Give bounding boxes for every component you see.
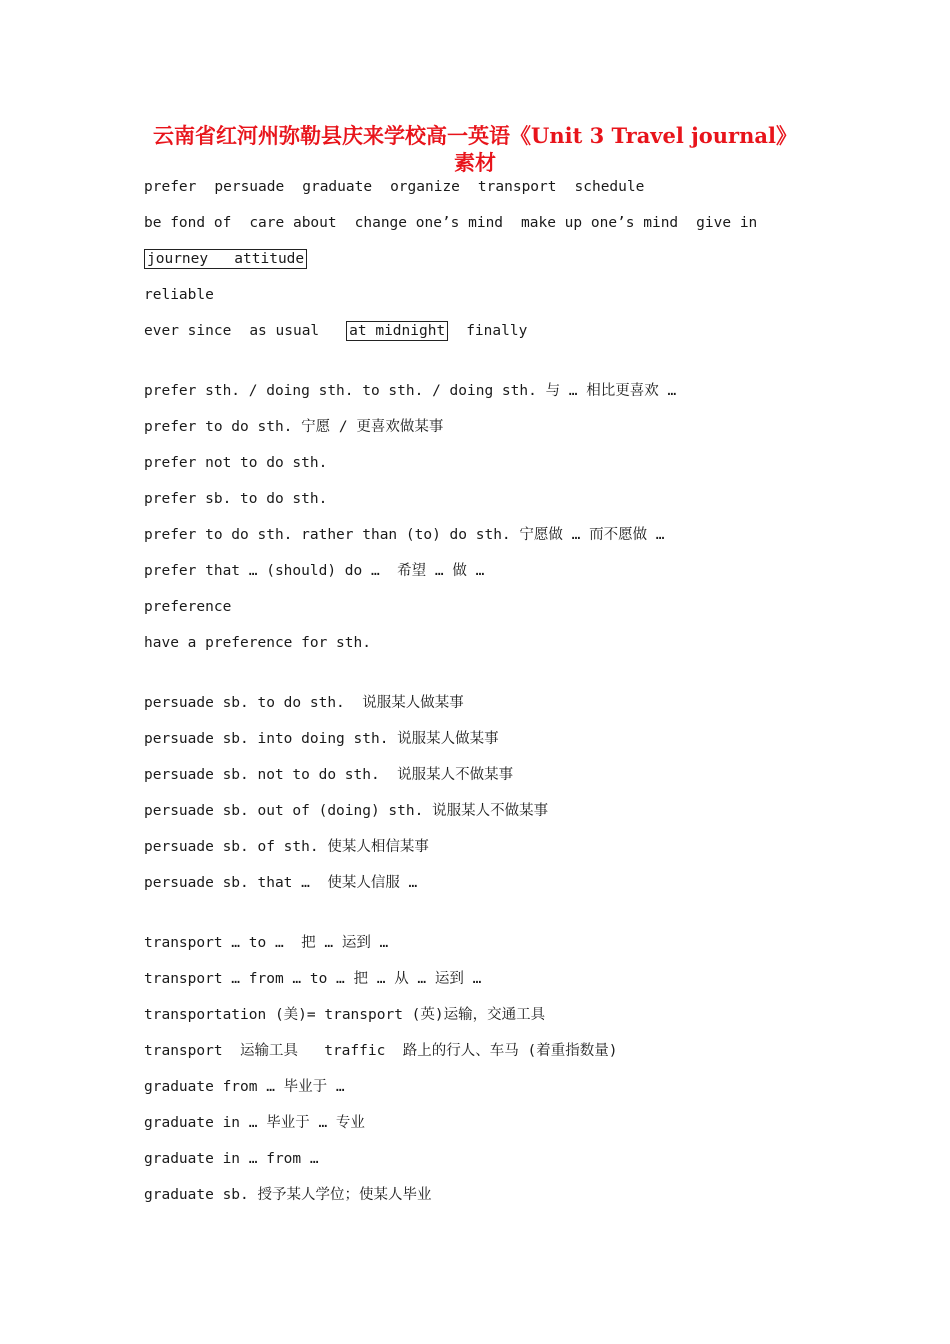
- usage-line: transport … from … to … 把 … 从 … 运到 …: [144, 971, 482, 987]
- title-line-1: 云南省红河州弥勒县庆来学校高一英语《Unit 3 Travel journal》: [153, 123, 797, 148]
- vocab-row-2: [144, 212, 844, 248]
- vocab-word: schedule: [574, 179, 645, 195]
- vocab-word: organize: [390, 179, 460, 195]
- usage-line: graduate in … from …: [144, 1151, 319, 1167]
- usage-line: persuade sb. not to do sth. 说服某人不做某事: [144, 767, 514, 783]
- vocab-word: graduate: [302, 179, 373, 195]
- usage-line: preference: [144, 599, 232, 615]
- usage-line: graduate sb. 授予某人学位；使某人毕业: [144, 1187, 432, 1203]
- usage-line: prefer sth. / doing sth. to sth. / doing sth. 与 … 相比更喜欢 …: [144, 383, 677, 399]
- vocab-phrase: be fond of: [144, 215, 232, 231]
- usage-line: graduate in … 毕业于 … 专业: [144, 1115, 365, 1131]
- vocab-word: reliable: [144, 287, 214, 303]
- vocab-phrase: change one’s mind: [354, 215, 504, 231]
- persuade-section: [144, 692, 844, 908]
- usage-line: persuade sb. into doing sth. 说服某人做某事: [144, 731, 499, 747]
- boxed-vocab-journey-attitude: journey attitude: [144, 249, 307, 269]
- vocab-phrase: as usual: [249, 323, 320, 339]
- usage-line: graduate from … 毕业于 …: [144, 1079, 345, 1095]
- usage-line: transport … to … 把 … 运到 …: [144, 935, 389, 951]
- usage-line: prefer that … (should) do … 希望 … 做 …: [144, 563, 485, 579]
- usage-line: transportation (美)= transport (英)运输，交通工具: [144, 1007, 546, 1023]
- vocab-row-4: [144, 284, 844, 320]
- usage-line: transport 运输工具 traffic 路上的行人、车马 (着重指数量): [144, 1043, 618, 1059]
- usage-line: prefer to do sth. rather than (to) do sth. 宁愿做 … 而不愿做 …: [144, 527, 665, 543]
- usage-line: have a preference for sth.: [144, 635, 371, 651]
- prefer-section: [144, 380, 844, 668]
- usage-line: prefer to do sth. 宁愿 / 更喜欢做某事: [144, 419, 444, 435]
- usage-line: prefer sb. to do sth.: [144, 491, 328, 507]
- document-body: [144, 176, 844, 1220]
- usage-line: persuade sb. to do sth. 说服某人做某事: [144, 695, 464, 711]
- vocab-phrase: care about: [249, 215, 337, 231]
- document-title: [120, 122, 830, 176]
- vocab-word: persuade: [214, 179, 285, 195]
- vocab-row-1: [144, 176, 844, 212]
- boxed-vocab-at-midnight: at midnight: [346, 321, 448, 341]
- vocab-phrase: make up one’s mind: [521, 215, 679, 231]
- title-line-2: 素材: [454, 150, 496, 175]
- usage-line: persuade sb. out of (doing) sth. 说服某人不做某事: [144, 803, 549, 819]
- usage-line: persuade sb. of sth. 使某人相信某事: [144, 839, 429, 855]
- vocab-word: finally: [466, 323, 528, 339]
- vocab-word: prefer: [144, 179, 197, 195]
- vocab-row-5: [144, 320, 844, 356]
- usage-line: prefer not to do sth.: [144, 455, 328, 471]
- transport-graduate-section: [144, 932, 844, 1220]
- vocab-phrase: ever since: [144, 323, 232, 339]
- vocab-word: transport: [477, 179, 557, 195]
- vocab-phrase: give in: [696, 215, 758, 231]
- vocab-row-3: [144, 248, 844, 284]
- usage-line: persuade sb. that … 使某人信服 …: [144, 875, 418, 891]
